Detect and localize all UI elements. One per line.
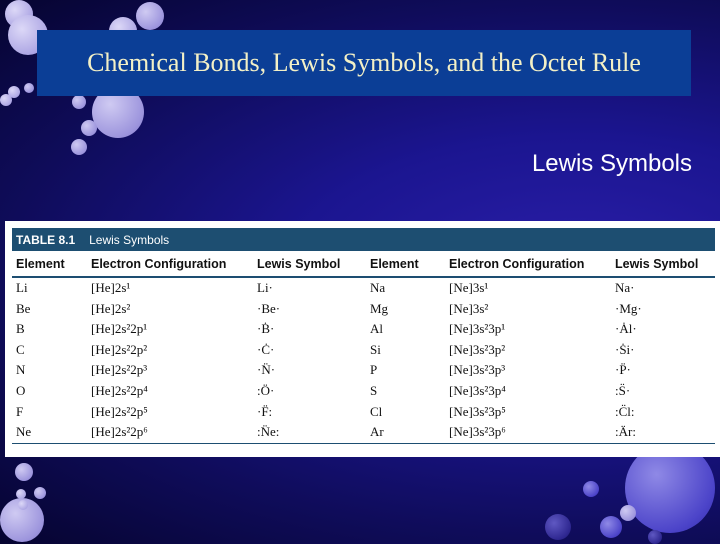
bubble (34, 487, 46, 499)
column-header: Electron Configuration (445, 253, 611, 277)
table-cell: N (16, 362, 26, 378)
table-cell: [He]2s²2p⁶ (87, 422, 253, 443)
table-cell: [Ne]3s²3p³ (449, 362, 506, 378)
table-row (12, 381, 715, 402)
slide-subtitle: Lewis Symbols (531, 150, 692, 177)
table-row (12, 422, 715, 443)
table-cell: [Ne]3s¹ (449, 280, 489, 295)
table-caption-title: Lewis Symbols (89, 232, 170, 247)
table-cell: Na· (615, 280, 635, 295)
table-cell: F (16, 403, 24, 419)
table-row (12, 277, 715, 299)
table-cell: Si (370, 341, 381, 357)
table-cell: [He]2s²2p³ (91, 362, 148, 378)
bubble (71, 139, 87, 155)
table-row (12, 402, 715, 423)
bubble (0, 94, 12, 106)
table-cell: Cl (370, 403, 383, 419)
column-header: Lewis Symbol (253, 253, 366, 277)
bubble (620, 505, 636, 521)
table-cell: ·Mg· (615, 300, 642, 316)
table-cell: ·Be· (257, 300, 281, 316)
table-cell: S (370, 382, 378, 398)
table-header-row (12, 253, 715, 277)
table-cell: :C̈l: (615, 403, 635, 419)
table-cell: ·F̈: (257, 403, 273, 419)
bubble (24, 83, 34, 93)
table-row (12, 299, 715, 320)
bubble (81, 120, 97, 136)
table-cell: Mg (370, 300, 389, 316)
table-cell: O (16, 382, 26, 398)
table-row (12, 340, 715, 361)
title-bar (37, 30, 691, 96)
lewis-symbols-table (5, 221, 720, 457)
table-row (12, 319, 715, 340)
table-row (12, 360, 715, 381)
table-caption (12, 228, 715, 251)
table-cell: [Ne]3s²3p⁴ (449, 382, 506, 398)
column-header: Lewis Symbol (611, 253, 715, 277)
bubble (600, 516, 622, 538)
bubble (18, 500, 28, 510)
slide-title: Chemical Bonds, Lewis Symbols, and the Octet Rule (87, 48, 641, 77)
table-cell: :Är: (611, 422, 715, 443)
table-cell: Li· (257, 280, 273, 295)
table-cell: ·Ḃ· (257, 321, 275, 337)
table-cell: [He]2s²2p¹ (91, 321, 148, 337)
table-cell: Ar (366, 422, 445, 443)
table-cell: :N̈e: (253, 422, 366, 443)
bubble (648, 530, 662, 544)
column-header: Element (12, 253, 87, 277)
bubble (583, 481, 599, 497)
table-cell: [Ne]3s²3p⁵ (449, 403, 506, 419)
table-cell: ·Ȧl· (615, 321, 637, 337)
table-cell: [Ne]3s² (449, 300, 489, 316)
table-cell: [Ne]3s²3p¹ (449, 321, 506, 337)
table-cell: [He]2s² (91, 300, 131, 316)
table-cell: [He]2s¹ (91, 280, 131, 295)
table-cell: ·P̈· (615, 362, 631, 378)
table-cell: P (370, 362, 378, 378)
column-header: Element (366, 253, 445, 277)
table-cell: Na (370, 280, 386, 295)
column-header: Electron Configuration (87, 253, 253, 277)
table-cell: ·N̈· (257, 362, 276, 378)
table-cell: [Ne]3s²3p² (449, 341, 506, 357)
bubble (15, 463, 33, 481)
table-cell: :Ö· (257, 382, 275, 398)
table-cell: Al (370, 321, 383, 337)
table-cell: ·Ṡi· (615, 341, 635, 357)
table-cell: Ne (12, 422, 87, 443)
table-cell: Li (16, 280, 28, 295)
data-table (12, 253, 715, 444)
table-cell: Be (16, 300, 31, 316)
table-cell: C (16, 341, 25, 357)
bubble (545, 514, 571, 540)
bubble (72, 95, 86, 109)
table-cell: [He]2s²2p⁴ (91, 382, 148, 398)
table-cell: [He]2s²2p⁵ (91, 403, 148, 419)
table-cell: :S̈· (615, 382, 631, 398)
bubble (136, 2, 164, 30)
table-caption-number: TABLE 8.1 (16, 232, 76, 247)
table-cell: [He]2s²2p² (91, 341, 148, 357)
table-cell: B (16, 321, 25, 337)
table-cell: ·Ċ· (257, 341, 275, 357)
table-cell: [Ne]3s²3p⁶ (445, 422, 611, 443)
